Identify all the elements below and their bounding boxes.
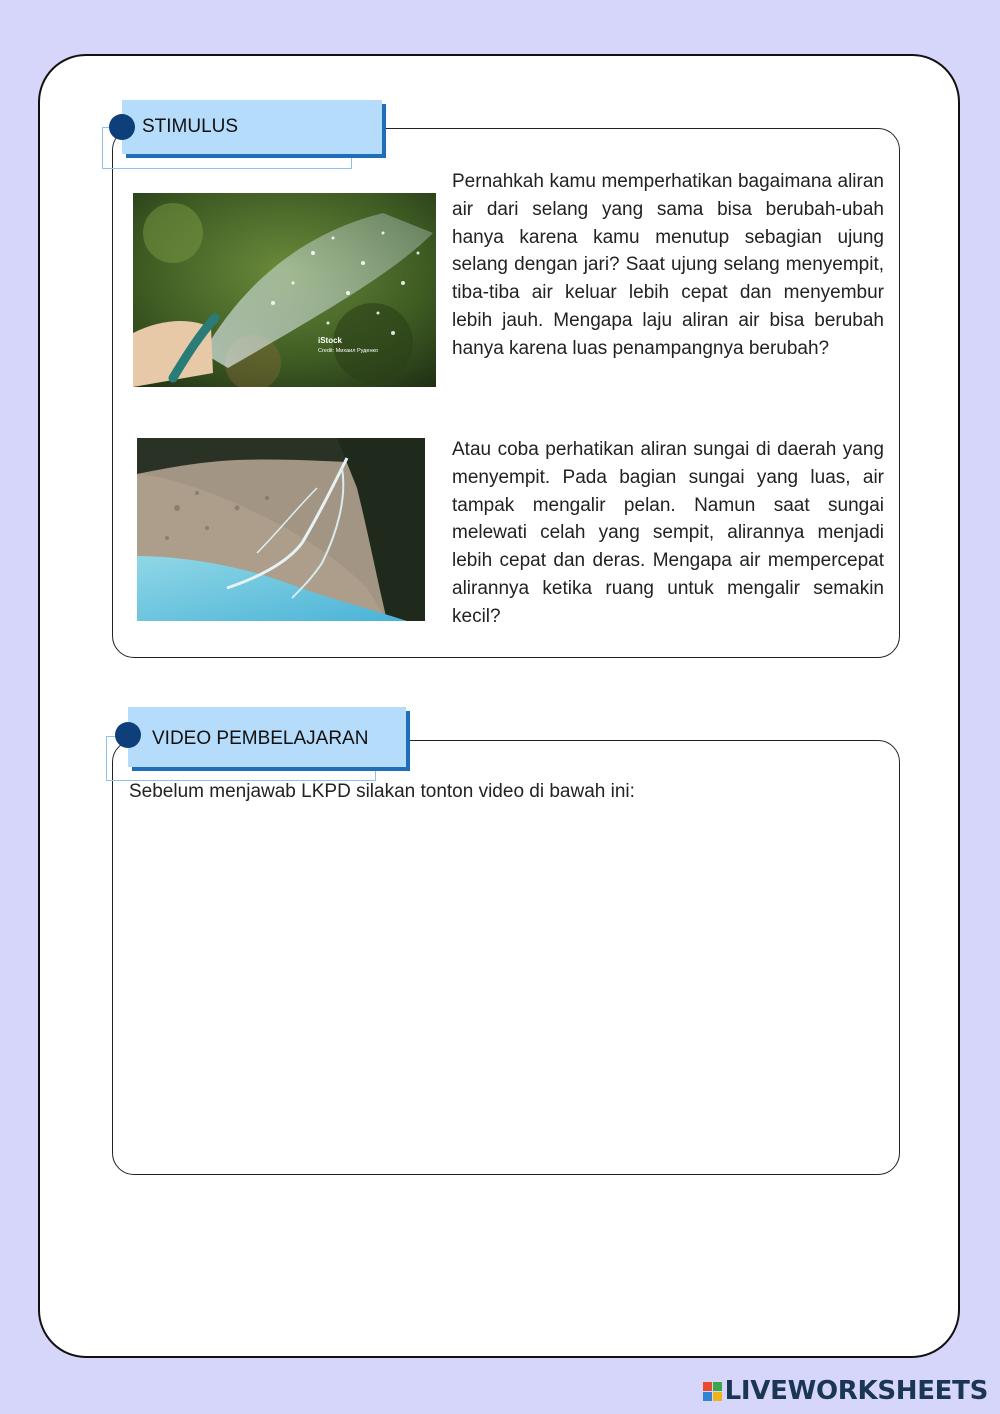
video-tab: [128, 707, 406, 767]
photo-watermark: iStock: [318, 336, 343, 345]
river-photo: [137, 438, 425, 621]
hose-spray-photo: [133, 193, 436, 387]
video-tab-dot: [115, 722, 141, 748]
liveworksheets-logo-icon: [703, 1382, 722, 1401]
photo-credit: Credit: Михаил Руденко: [318, 348, 379, 354]
stimulus-title: STIMULUS: [142, 116, 239, 137]
stimulus-tab-dot: [109, 114, 135, 140]
stimulus-paragraph-2: Atau coba perhatikan aliran sungai di daerah yang menyempit. Pada bagian sungai yang luas, air tampak mengalir pelan. Namun saat sungai melewati celah yang sempit, alirannya menjadi lebih cepat dan deras. Mengapa air mempercepat alirannya ketika ruang untuk mengalir semakin kecil?: [452, 439, 884, 627]
video-title: VIDEO PEMBELAJARAN: [152, 728, 369, 749]
video-instruction: Sebelum menjawab LKPD silakan tonton video di bawah ini:: [129, 781, 635, 802]
stimulus-tab: [122, 100, 382, 154]
video-box: [112, 740, 900, 1175]
stimulus-paragraph-1: Pernahkah kamu memperhatikan bagaimana aliran air dari selang yang sama bisa berubah-ubah hanya karena kamu menutup sebagian ujung selang dengan jari? Saat ujung selang menyempit, tiba-tiba air keluar lebih cepat dan menyembur lebih jauh. Mengapa laju aliran air bisa berubah hanya karena luas penampangnya berubah?: [452, 171, 884, 359]
brand-name: LIVEWORKSHEETS: [724, 1376, 988, 1406]
liveworksheets-brand[interactable]: [703, 1376, 988, 1406]
